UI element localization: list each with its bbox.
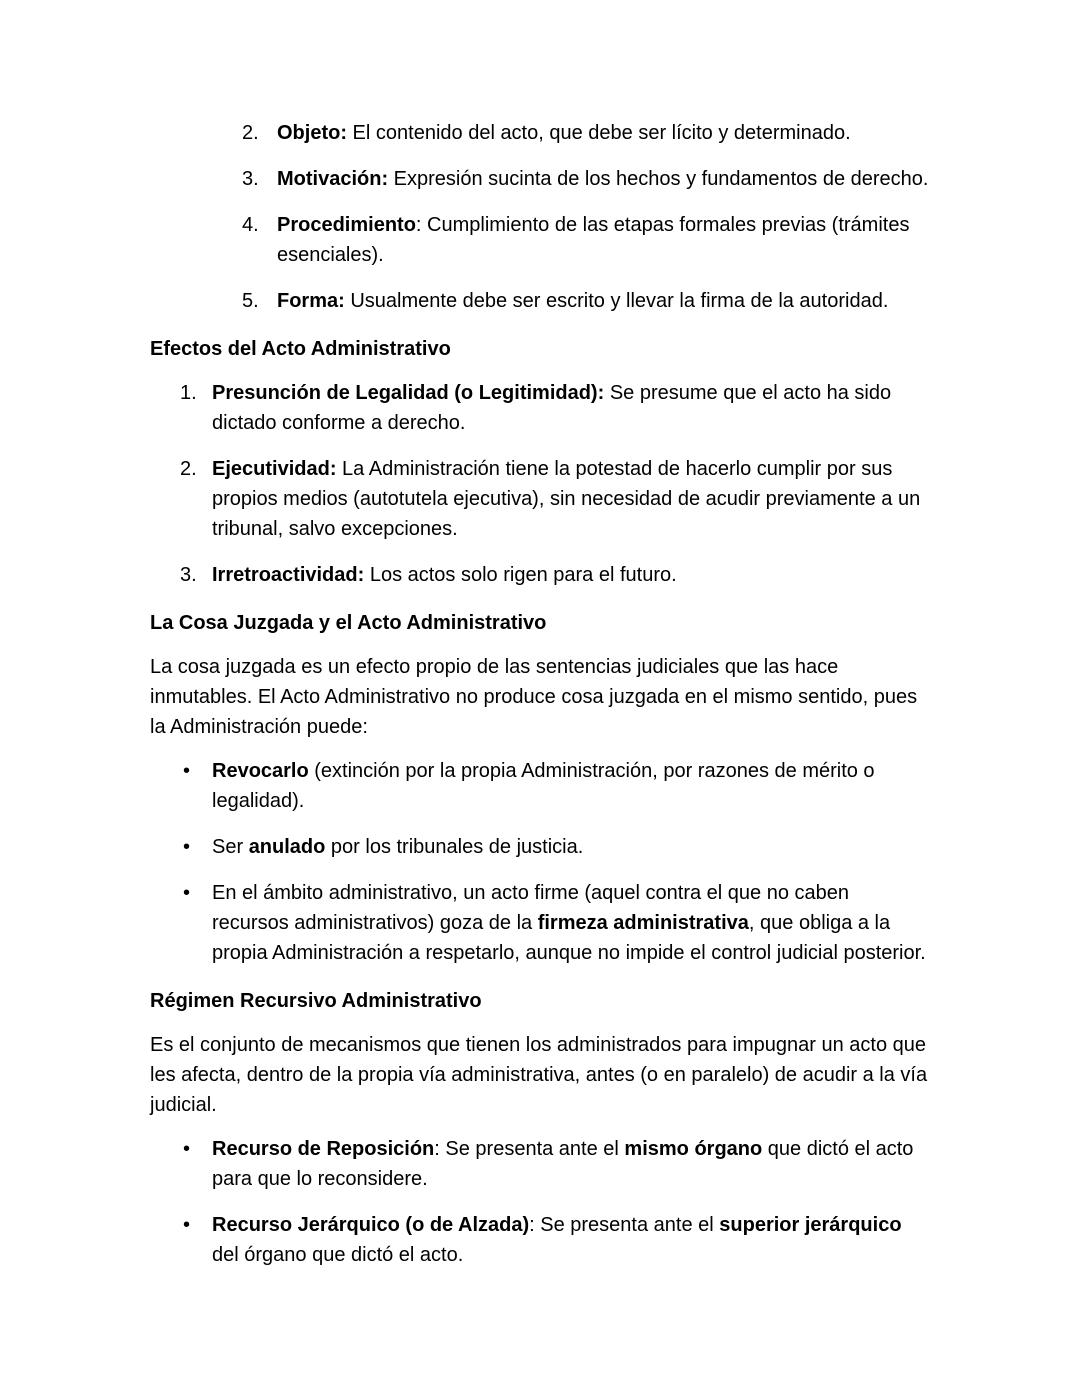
list-marker-number: 5.	[242, 290, 259, 312]
efectos-list	[150, 378, 930, 590]
text-run: : Se presenta ante el	[434, 1138, 625, 1160]
list-item-content	[277, 214, 909, 266]
text-run-bold: Procedimiento	[277, 214, 416, 236]
text-run: Usualmente debe ser escrito y llevar la firma de la autoridad.	[344, 290, 889, 312]
list-item-content	[212, 458, 920, 540]
list-item-content	[277, 168, 928, 190]
list-marker-number: 2.	[242, 122, 259, 144]
text-run-bold: firmeza administrativa	[537, 912, 749, 934]
text-run: En el ámbito administrativo, un acto firme (aquel contra el que no caben recursos administrativos) goza de la	[212, 882, 850, 934]
list-item-content	[212, 836, 583, 858]
text-run: (extinción por la propia Administración, por razones de mérito o legalidad).	[212, 760, 875, 812]
list-item-content	[212, 882, 926, 964]
text-run-bold: anulado	[248, 836, 326, 858]
text-run: que dictó el acto para que lo reconsidere.	[212, 1138, 914, 1190]
document-body	[150, 118, 930, 1270]
list-item-content	[277, 122, 851, 144]
text-run-bold: Motivación:	[277, 168, 389, 190]
text-run-bold: Ejecutividad:	[212, 458, 337, 480]
list-item-content	[212, 564, 677, 586]
text-run: Los actos solo rigen para el futuro.	[364, 564, 677, 586]
list-item	[150, 1134, 930, 1194]
paragraph-cosa-juzgada: La cosa juzgada es un efecto propio de las sentencias judiciales que las hace inmutables. El Acto Administrativo no produce cosa juzgada en el mismo sentido, pues la Administración puede:	[150, 656, 918, 738]
list-marker-number: 1.	[180, 382, 197, 404]
list-item	[150, 378, 930, 438]
cosa-juzgada-bullets	[150, 756, 930, 968]
text-run-bold: Objeto:	[277, 122, 347, 144]
text-run: del órgano que dictó el acto.	[212, 1244, 464, 1266]
list-item	[150, 210, 930, 270]
text-run: Se presume que el acto ha sido dictado conforme a derecho.	[212, 382, 892, 434]
list-item	[150, 286, 930, 316]
bullet-icon: •	[183, 836, 191, 858]
list-item-content	[212, 1138, 913, 1190]
text-run-bold: Irretroactividad:	[212, 564, 365, 586]
list-marker-number: 4.	[242, 214, 259, 236]
text-run: : Cumplimiento de las etapas formales previas (trámites esenciales).	[277, 214, 910, 266]
text-run-bold: Revocarlo	[212, 760, 309, 782]
list-item-content	[212, 382, 891, 434]
text-run: por los tribunales de justicia.	[325, 836, 584, 858]
text-run: Expresión sucinta de los hechos y fundamentos de derecho.	[388, 168, 929, 190]
bullet-icon: •	[183, 882, 191, 904]
elementos-acto-administrativo-list	[150, 118, 930, 316]
list-item	[150, 832, 930, 862]
text-run: , que obliga a la propia Administración a respetarlo, aunque no impide el control judicial posterior.	[212, 912, 926, 964]
list-item-content	[212, 1214, 902, 1266]
bullet-icon: •	[183, 1214, 191, 1236]
list-item	[150, 118, 930, 148]
text-run-bold: Forma:	[277, 290, 345, 312]
list-item	[150, 560, 930, 590]
list-marker-number: 3.	[242, 168, 259, 190]
list-marker-number: 3.	[180, 564, 197, 586]
text-run-bold: Presunción de Legalidad (o Legitimidad):	[212, 382, 605, 404]
list-item-content	[277, 290, 888, 312]
list-item	[150, 878, 930, 968]
list-item-content	[212, 760, 875, 812]
list-item	[150, 1210, 930, 1270]
text-run-bold: superior jerárquico	[719, 1214, 902, 1236]
text-run: El contenido del acto, que debe ser lícito y determinado.	[347, 122, 851, 144]
text-run-bold: Recurso Jerárquico (o de Alzada)	[212, 1214, 530, 1236]
heading-regimen-recursivo: Régimen Recursivo Administrativo	[150, 990, 482, 1012]
text-run: Ser	[212, 836, 249, 858]
heading-efectos: Efectos del Acto Administrativo	[150, 338, 451, 360]
heading-cosa-juzgada: La Cosa Juzgada y el Acto Administrativo	[150, 612, 547, 634]
text-run-bold: Recurso de Reposición	[212, 1138, 435, 1160]
list-item	[150, 756, 930, 816]
text-run: : Se presenta ante el	[529, 1214, 720, 1236]
list-marker-number: 2.	[180, 458, 197, 480]
text-run: La Administración tiene la potestad de hacerlo cumplir por sus propios medios (autotutela ejecutiva), sin necesidad de acudir previamente a un tribunal, salvo excepciones.	[212, 458, 921, 540]
recursos-bullets	[150, 1134, 930, 1270]
list-item	[150, 454, 930, 544]
paragraph-regimen-recursivo: Es el conjunto de mecanismos que tienen los administrados para impugnar un acto que les afecta, dentro de la propia vía administrativa, antes (o en paralelo) de acudir a la vía judicial.	[150, 1034, 928, 1116]
text-run-bold: mismo órgano	[624, 1138, 763, 1160]
bullet-icon: •	[183, 760, 191, 782]
list-item	[150, 164, 930, 194]
bullet-icon: •	[183, 1138, 191, 1160]
